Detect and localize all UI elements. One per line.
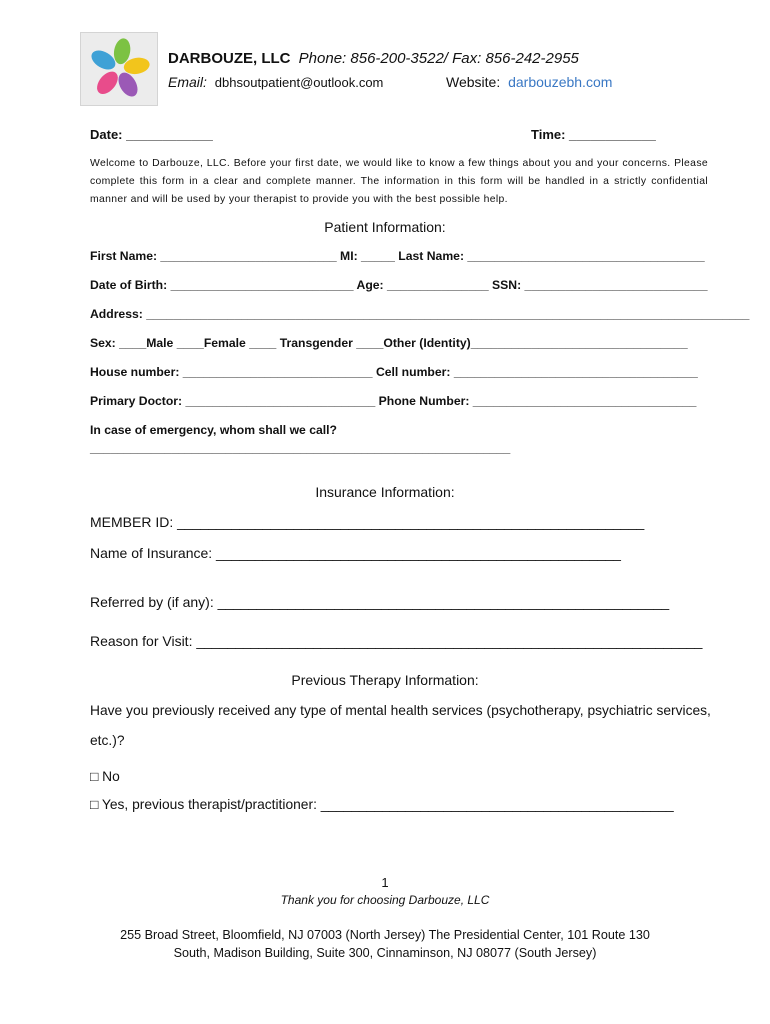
colorful-hands-circle-logo-icon	[81, 33, 157, 105]
website-label: Website:	[446, 74, 501, 90]
email-value[interactable]: dbhsoutpatient@outlook.com	[214, 75, 384, 90]
page-number: 1	[381, 875, 389, 890]
insurance-info-heading: Insurance Information:	[315, 484, 455, 500]
email-line	[168, 74, 383, 90]
website-link[interactable]: darbouzebh.com	[508, 74, 613, 90]
member-id-field-line[interactable]: MEMBER ID: ____________________________________________________________	[90, 514, 645, 530]
thank-you-note: Thank you for choosing Darbouze, LLC	[280, 893, 490, 907]
doctor-phone-field-line[interactable]: Primary Doctor: ____________________________ Phone Number: _________________________________	[90, 394, 697, 408]
time-field[interactable]: Time: ____________	[531, 127, 656, 142]
address-field-line[interactable]: Address: _________________________________________________________________________________________	[90, 307, 750, 321]
email-label: Email:	[168, 74, 207, 90]
sex-field-line[interactable]: Sex: ____Male ____Female ____ Transgender ____Other (Identity)________________________________	[90, 336, 688, 350]
option-no-checkbox[interactable]: □ No	[90, 769, 120, 784]
company-logo	[80, 32, 158, 106]
company-name: DARBOUZE, LLC	[168, 50, 291, 67]
insurance-name-field-line[interactable]: Name of Insurance: ____________________________________________________	[90, 545, 621, 561]
phone-fax: Phone: 856-200-3522/ Fax: 856-242-2955	[298, 50, 579, 67]
patient-info-heading: Patient Information:	[324, 219, 446, 235]
intro-paragraph: Welcome to Darbouze, LLC. Before your first date, we would like to know a few things about you and your concerns. Please complete this form in a clear and complete manner. The information in this form will be handled in a strictly confidential manner and will be used by your therapist to provide you with the best possible help.	[90, 158, 708, 205]
emergency-question: In case of emergency, whom shall we call?	[90, 423, 337, 437]
referred-by-field-line[interactable]: Referred by (if any): __________________________________________________________	[90, 594, 670, 610]
name-field-line[interactable]: First Name: __________________________ MI: _____ Last Name: ___________________________________	[90, 249, 705, 263]
dob-field-line[interactable]: Date of Birth: ___________________________ Age: _______________ SSN: ___________________________	[90, 278, 708, 292]
house-cell-field-line[interactable]: House number: ____________________________ Cell number: ____________________________________	[90, 365, 698, 379]
therapy-question-line-2: etc.)?	[90, 733, 125, 748]
therapy-question-line-1: Have you previously received any type of mental health services (psychotherapy, psychiatric services,	[90, 703, 711, 718]
date-field[interactable]: Date: ____________	[90, 127, 213, 142]
reason-for-visit-field-line[interactable]: Reason for Visit: _________________________________________________________________	[90, 633, 703, 649]
company-header	[168, 50, 579, 67]
therapy-info-heading: Previous Therapy Information:	[291, 672, 479, 688]
emergency-field-line[interactable]: ______________________________________________________________	[90, 441, 511, 455]
office-addresses: 255 Broad Street, Bloomfield, NJ 07003 (North Jersey) The Presidential Center, 101 Route 130 South, Madison Building, Suite 300, Cinnaminson, NJ 08077 (South Jersey)	[120, 928, 650, 960]
website-line	[446, 74, 612, 90]
option-yes-checkbox[interactable]: □ Yes, previous therapist/practitioner: ______________________________________________	[90, 797, 674, 812]
